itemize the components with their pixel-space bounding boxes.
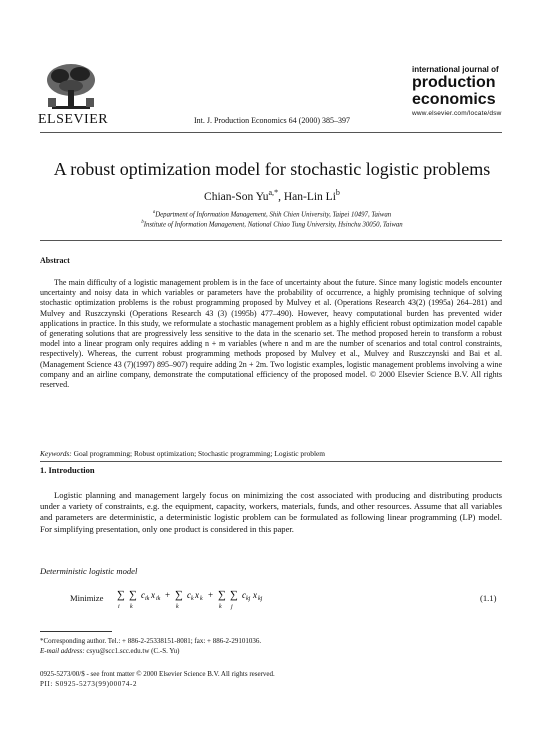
author-1-marks: a,* [268,188,279,197]
author-2-marks: b [335,188,340,197]
svg-text:∑: ∑ [117,589,125,601]
email-note [40,647,180,655]
svg-text:∑: ∑ [175,589,183,601]
affiliation-mark: b [141,220,144,225]
minimize-label: Minimize [70,593,104,603]
journal-logo-line1: international journal of [412,65,499,74]
svg-text:k: k [191,596,194,602]
svg-text:+: + [165,590,171,600]
abstract-body: The main difficulty of a logistic management problem is in the face of uncertainty about the future. Since many logistic models encounter uncertainty and noisy data in which variables or parameters have the probability of occurrence, a highly promising technique of solving stochastic optimization problems is the robust programming proposed by Mulvey et al. (Operations Research 43(2) (1995a) 264–281) and Mulvey and Ruszczynski (Operations Research 43 (3) (1995b) 477–490). However, heavy computational burden has prevented wider applications in practice. In this study, we reformulate a stochastic management problem as a highly efficient robust optimization model capable of generating solutions that are progressively less sensitive to the data in the scenario set. The method proposed herein to transform a robust model into a linear program only requires adding n + m variables (where n and m are the number of scenarios and total control constraints, respectively). Whereas, the current robust programming methods proposed by Mulvey et al., Mulvey and Ruszczynski and Bai et al. (Management Science 43 (7)(1997) 895–907) require adding 2n + 2m. Two logistic examples, logistic management problems involving a wine company and an airline company, demonstrate the computational efficiency of the proposed model. © 2000 Elsevier Science B.V. All rights reserved. [40,278,502,390]
header-rule [40,132,502,133]
affiliation-text: Department of Information Management, Shih Chien University, Taipei 10497, Taiwan [155,211,392,219]
author-2: Han-Lin Li [283,190,336,203]
keywords-text: Goal programming; Robust optimization; Stochastic programming; Logistic problem [73,449,326,458]
email-label: E-mail address: [40,647,85,655]
footnote-rule [40,631,112,632]
model-label: Deterministic logistic model [40,566,138,576]
email-text: csyu@scc1.scc.edu.tw (C.-S. Yu) [86,647,180,655]
svg-text:c: c [242,590,246,600]
elsevier-tree-logo [40,62,102,112]
abstract-bottom-rule [40,461,502,462]
svg-text:kj: kj [258,596,263,602]
svg-text:ik: ik [156,596,161,602]
journal-logo-line2: production [412,74,496,91]
journal-logo-line3: economics [412,91,496,108]
journal-url: www.elsevier.com/locate/dsw [412,110,502,117]
svg-text:x: x [195,590,199,600]
svg-text:x: x [151,590,155,600]
pii-line: PII: S0925-5273(99)00074-2 [40,680,138,688]
publisher-name: ELSEVIER [38,112,109,127]
svg-text:ik: ik [145,596,150,602]
affiliation-b [0,220,544,228]
corresponding-author-note: *Corresponding author. Tel.: + 886-2-25338151-8081; fax: + 886-2-29101036. [40,637,262,645]
abstract-heading: Abstract [40,256,70,265]
svg-text:c: c [187,590,191,600]
affiliation-text: Institute of Information Management, National Chiao Tung University, Hsinchu 30050, Taiwan [143,221,403,229]
svg-text:k: k [200,596,203,602]
svg-text:i: i [118,604,120,610]
equation-number: (1.1) [480,593,497,603]
svg-text:k: k [219,604,222,610]
svg-text:j: j [231,604,233,610]
section-heading: 1. Introduction [40,465,95,475]
affiliation-mark: a [152,210,156,215]
objective-equation [117,588,297,610]
svg-text:k: k [130,604,133,610]
author-separator: , [278,190,284,203]
svg-text:c: c [141,590,145,600]
article-title: A robust optimization model for stochastic logistic problems [53,159,491,179]
svg-text:k: k [176,604,179,610]
svg-text:∑: ∑ [129,589,137,601]
intro-paragraph: Logistic planning and management largely focus on minimizing the cost associated with producing and distributing products under a variety of constraints, e.g. the equipment, capacity, workers, materials, funds, and other resources. Assume that all variables and parameters are deterministic, a deterministic logistic problem can be formulated as following linear programming (LP) model. For simplifying presentation, only one product is considered in this paper. [40,490,502,534]
svg-text:x: x [253,590,257,600]
svg-text:kj: kj [246,596,251,602]
affiliation-a [0,210,544,218]
keywords-label: Keywords: [40,449,72,458]
abstract-top-rule [40,240,502,241]
keywords [40,449,325,458]
journal-citation: Int. J. Production Economics 64 (2000) 385–397 [194,116,350,125]
svg-text:∑: ∑ [230,589,238,601]
author-list [0,188,544,203]
author-1: Chian-Son Yu [204,190,269,203]
svg-text:+: + [208,590,214,600]
issn-line: 0925-5273/00/$ - see front matter © 2000 Elsevier Science B.V. All rights reserved. [40,670,275,678]
journal-logo [412,66,502,118]
svg-text:∑: ∑ [218,589,226,601]
